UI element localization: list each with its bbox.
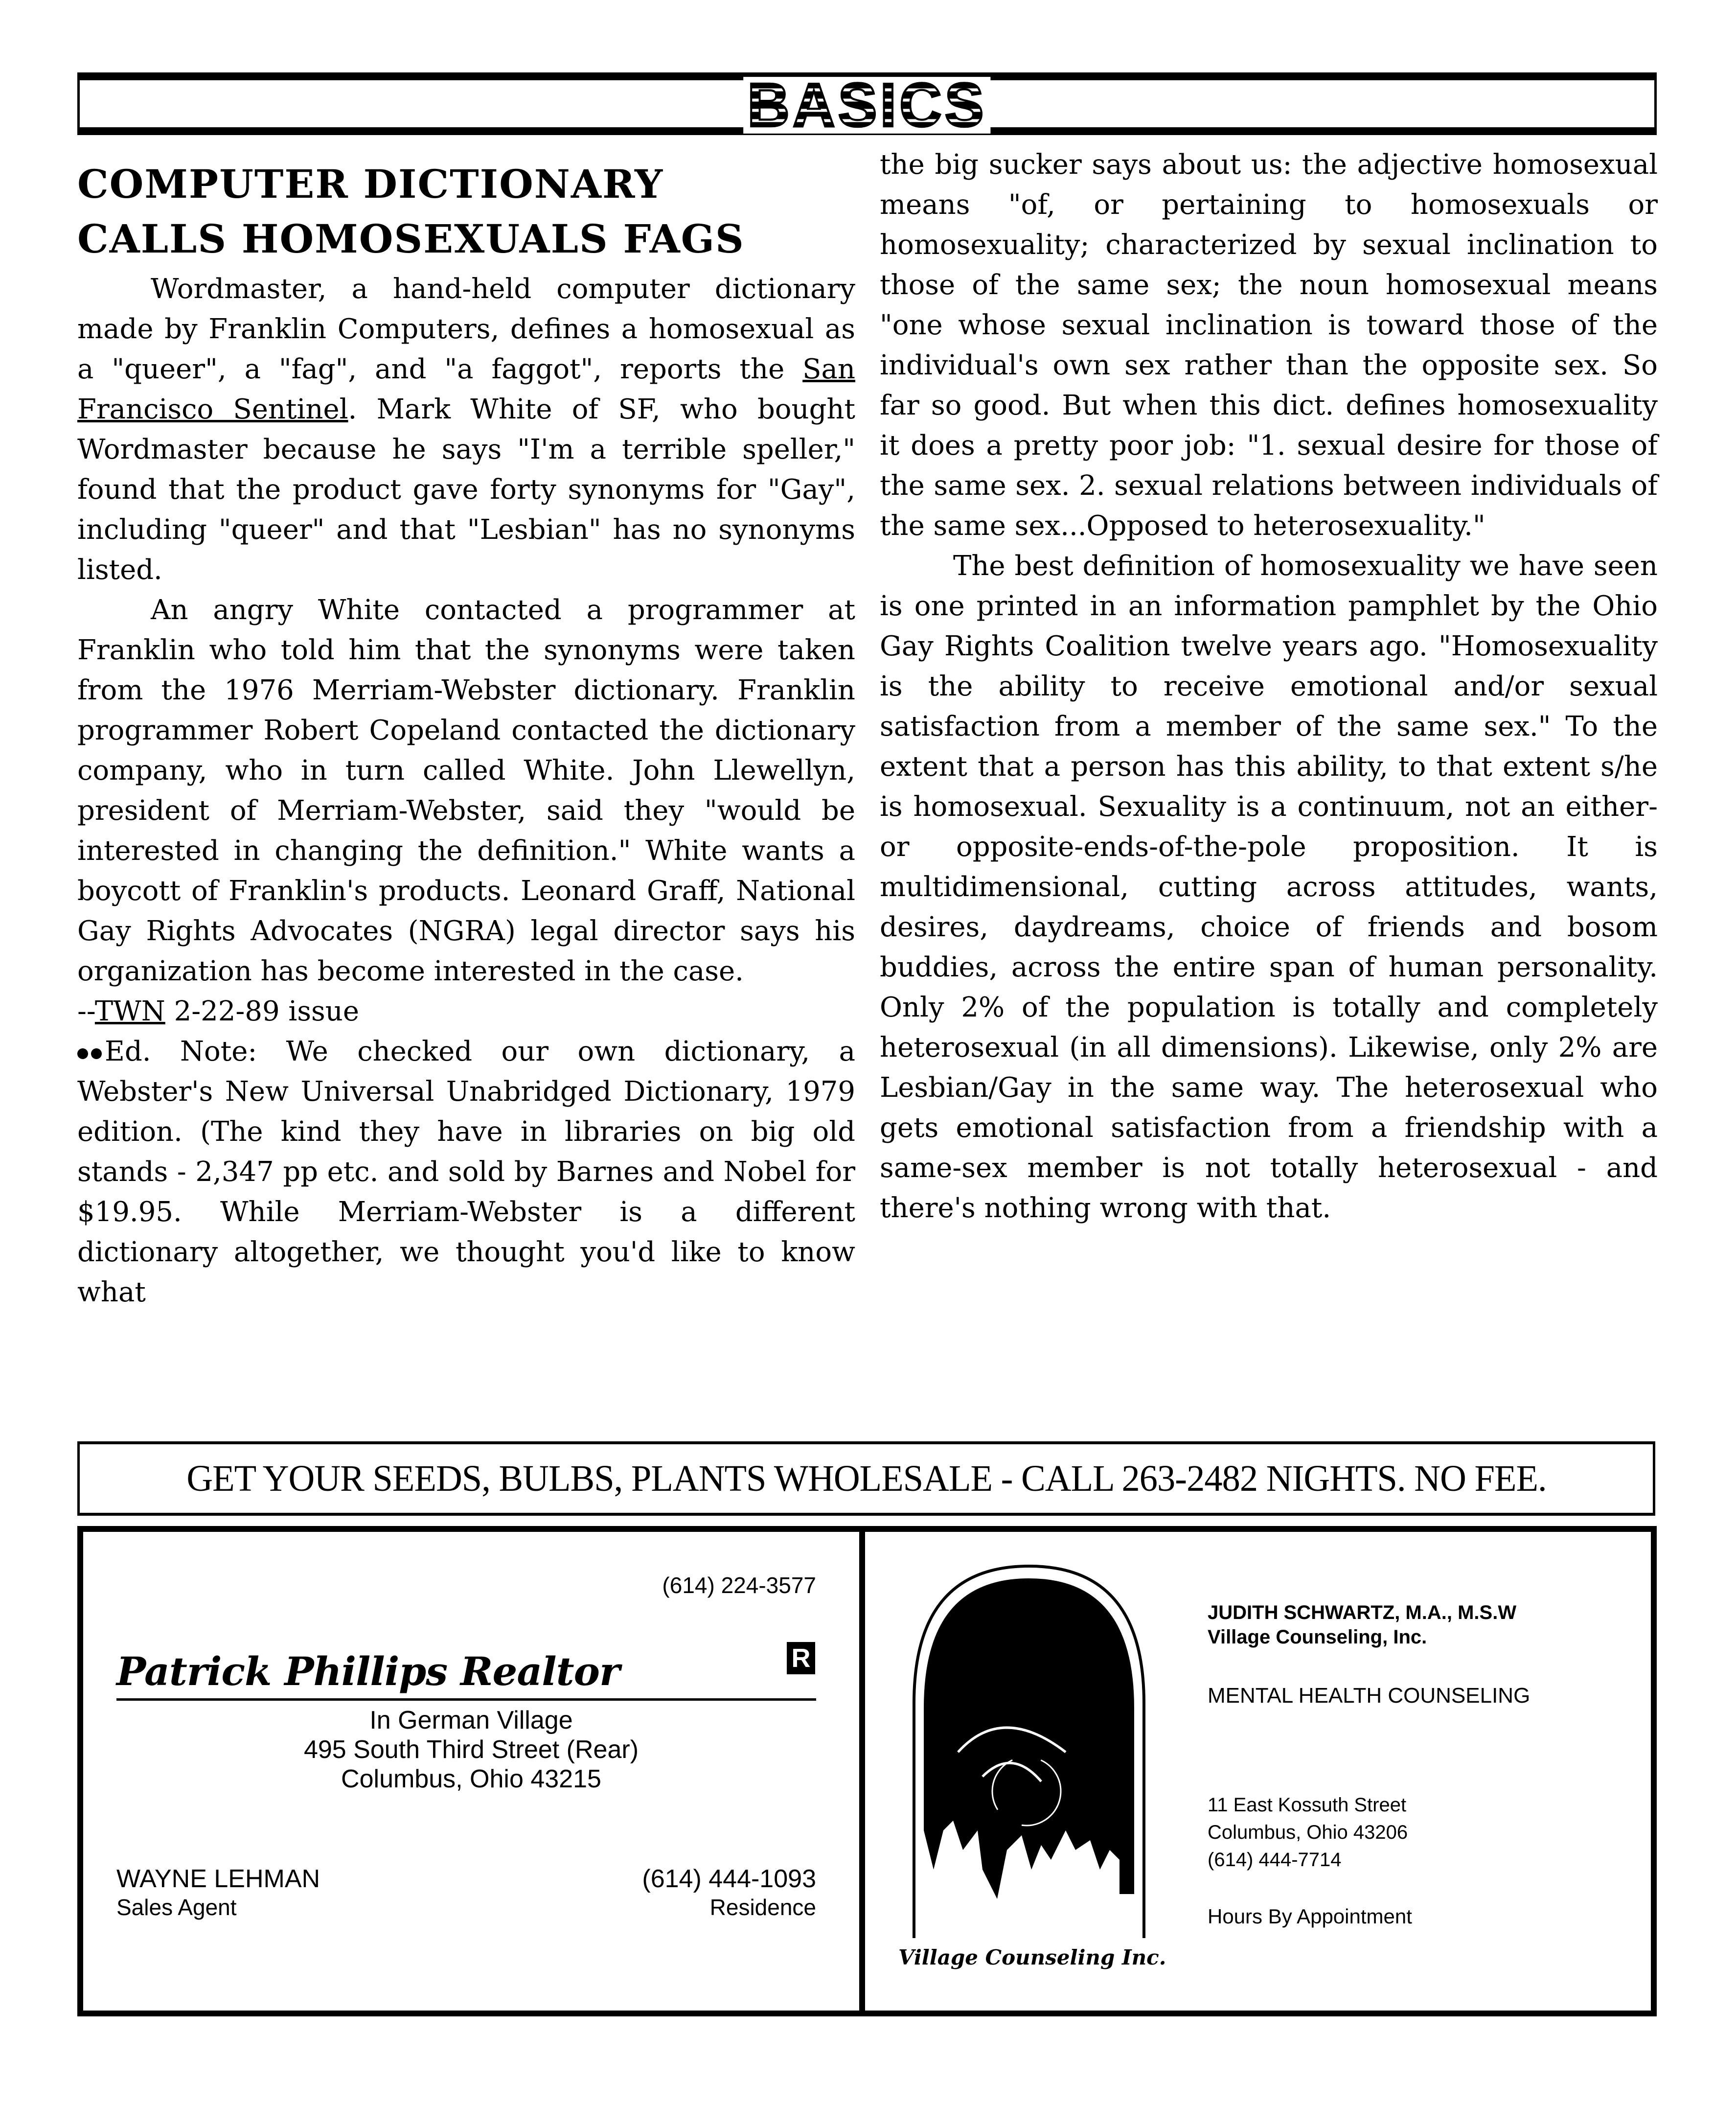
- counseling-details: [1208, 1600, 1648, 1928]
- realtor-ad: [83, 1532, 865, 2011]
- bullet-icon: [77, 1048, 88, 1059]
- article-column-right: [880, 145, 1658, 1228]
- masthead-title-text: BASICS: [747, 70, 987, 140]
- residence-block: [642, 1865, 816, 1921]
- address-line: 495 South Third Street (Rear): [303, 1735, 639, 1764]
- residence-phone: (614) 444-1093: [642, 1865, 816, 1893]
- street-address: 11 East Kossuth Street: [1208, 1794, 1407, 1816]
- village-counseling-logo-icon: [904, 1556, 1154, 1938]
- headline-line-1: COMPUTER DICTIONARY: [77, 161, 664, 207]
- agent-title: Sales Agent: [116, 1895, 237, 1920]
- residence-label: Residence: [709, 1895, 816, 1920]
- article-paragraph-3: the big sucker says about us: the adjective homosexual means "of, or pertaining to homosexuals or homosexuality; characterized by sexual inclination to those of the same sex; the noun homosexual means "one whose sexual inclination is toward those of the individual's own sex rather than the opposite sex. So far so good. But when this dict. defines homosexuality it does a pretty poor job: "1. sexual desire for those of the same sex. 2. sexual relations between individuals of the same sex...Opposed to heterosexuality.": [880, 149, 1658, 542]
- article-paragraph-2: An angry White contacted a programmer at Franklin who told him that the synonyms were taken from the 1976 Merriam-Webster dictionary. Franklin programmer Robert Copeland contacted the dictionary company, who in turn called White. John Llewellyn, president of Merriam-Webster, said they "would be interested in changing the definition." White wants a boycott of Franklin's products. Leonard Graff, National Gay Rights Advocates (NGRA) legal director says his organization has become interested in the case.: [77, 594, 855, 987]
- agent-block: [116, 1865, 320, 1921]
- counseling-phone: (614) 444-7714: [1208, 1849, 1342, 1871]
- office-phone: (614) 224-3577: [662, 1572, 816, 1598]
- ads-section: [77, 1526, 1657, 2016]
- realtor-logo-icon: [787, 1642, 815, 1674]
- realtor-name: Patrick Phillips Realtor: [116, 1648, 620, 1694]
- counseling-ad: [865, 1532, 1651, 2011]
- masthead-title: [743, 70, 990, 140]
- city-state-zip: Columbus, Ohio 43206: [1208, 1822, 1408, 1843]
- divider: [116, 1698, 816, 1701]
- office-hours: Hours By Appointment: [1208, 1905, 1412, 1928]
- classified-ad-text: GET YOUR SEEDS, BULBS, PLANTS WHOLESALE - CALL 263-2482 NIGHTS. NO FEE.: [186, 1457, 1547, 1499]
- editor-note: [77, 1032, 855, 1313]
- source-publication: San Francisco Sentinel: [77, 353, 855, 425]
- paragraph-text: Wordmaster, a hand-held computer dictionary made by Franklin Computers, defines a homosexual as a "queer", a "fag", and "a faggot", reports the: [77, 273, 855, 385]
- agent-name: WAYNE LEHMAN: [116, 1865, 320, 1893]
- article-headline: [77, 157, 855, 266]
- address-line: In German Village: [369, 1706, 573, 1734]
- editor-note-text: Ed. Note: We checked our own dictionary, a Webster's New Universal Unabridged Dictionary, 1979 edition. (The kind they have in libraries on big old stands - 2,347 pp etc. and sold by Barnes and Nobel for $19.95. While Merriam-Webster is a different dictionary altogether, we thought you'd like to know what: [77, 1036, 855, 1308]
- realtor-address: [83, 1706, 859, 1794]
- address-line: Columbus, Ohio 43215: [341, 1765, 601, 1793]
- paragraph-text: . Mark White of SF, who bought Wordmaster because he says "I'm a terrible speller," found that the product gave forty synonyms for "Gay", including "queer" and that "Lesbian" has no synonyms listed.: [77, 393, 855, 586]
- counseling-address: [1208, 1791, 1648, 1873]
- article-column-left: [77, 147, 855, 1313]
- article-paragraph-4: The best definition of homosexuality we have seen is one printed in an information pamphlet by the Ohio Gay Rights Coalition twelve years ago. "Homosexuality is the ability to receive emotional and/or sexual satisfaction from a member of the same sex." To the extent that a person has this ability, to that extent s/he is homosexual. Sexuality is a continuum, not an either-or opposite-ends-of-the-pole proposition. It is multidimensional, cutting across attitudes, wants, desires, daydreams, choice of friends and bosom buddies, across the entire span of human personality. Only 2% of the population is totally and completely heterosexual (in all dimensions). Likewise, only 2% are Lesbian/Gay in the same way. The heterosexual who gets emotional satisfaction from a friendship with a same-sex member is not totally heterosexual - and there's nothing wrong with that.: [880, 550, 1658, 1224]
- headline-line-2: CALLS HOMOSEXUALS FAGS: [77, 216, 745, 262]
- bullet-icon: [91, 1048, 102, 1059]
- article-credit: [77, 992, 855, 1032]
- classified-ad: [77, 1441, 1655, 1516]
- credit-dashes: --: [77, 995, 95, 1027]
- credit-date: 2-22-89 issue: [165, 995, 359, 1027]
- article-paragraph-1: [77, 269, 855, 590]
- credit-source: TWN: [94, 995, 165, 1027]
- organization-name: Village Counseling, Inc.: [1208, 1626, 1427, 1648]
- masthead-banner: [77, 70, 1657, 140]
- realtor-logo-letter: R: [791, 1643, 811, 1673]
- logo-caption: Village Counseling Inc.: [898, 1945, 1166, 1969]
- service-description: MENTAL HEALTH COUNSELING: [1208, 1684, 1530, 1708]
- counselor-name: JUDITH SCHWARTZ, M.A., M.S.W: [1208, 1602, 1517, 1623]
